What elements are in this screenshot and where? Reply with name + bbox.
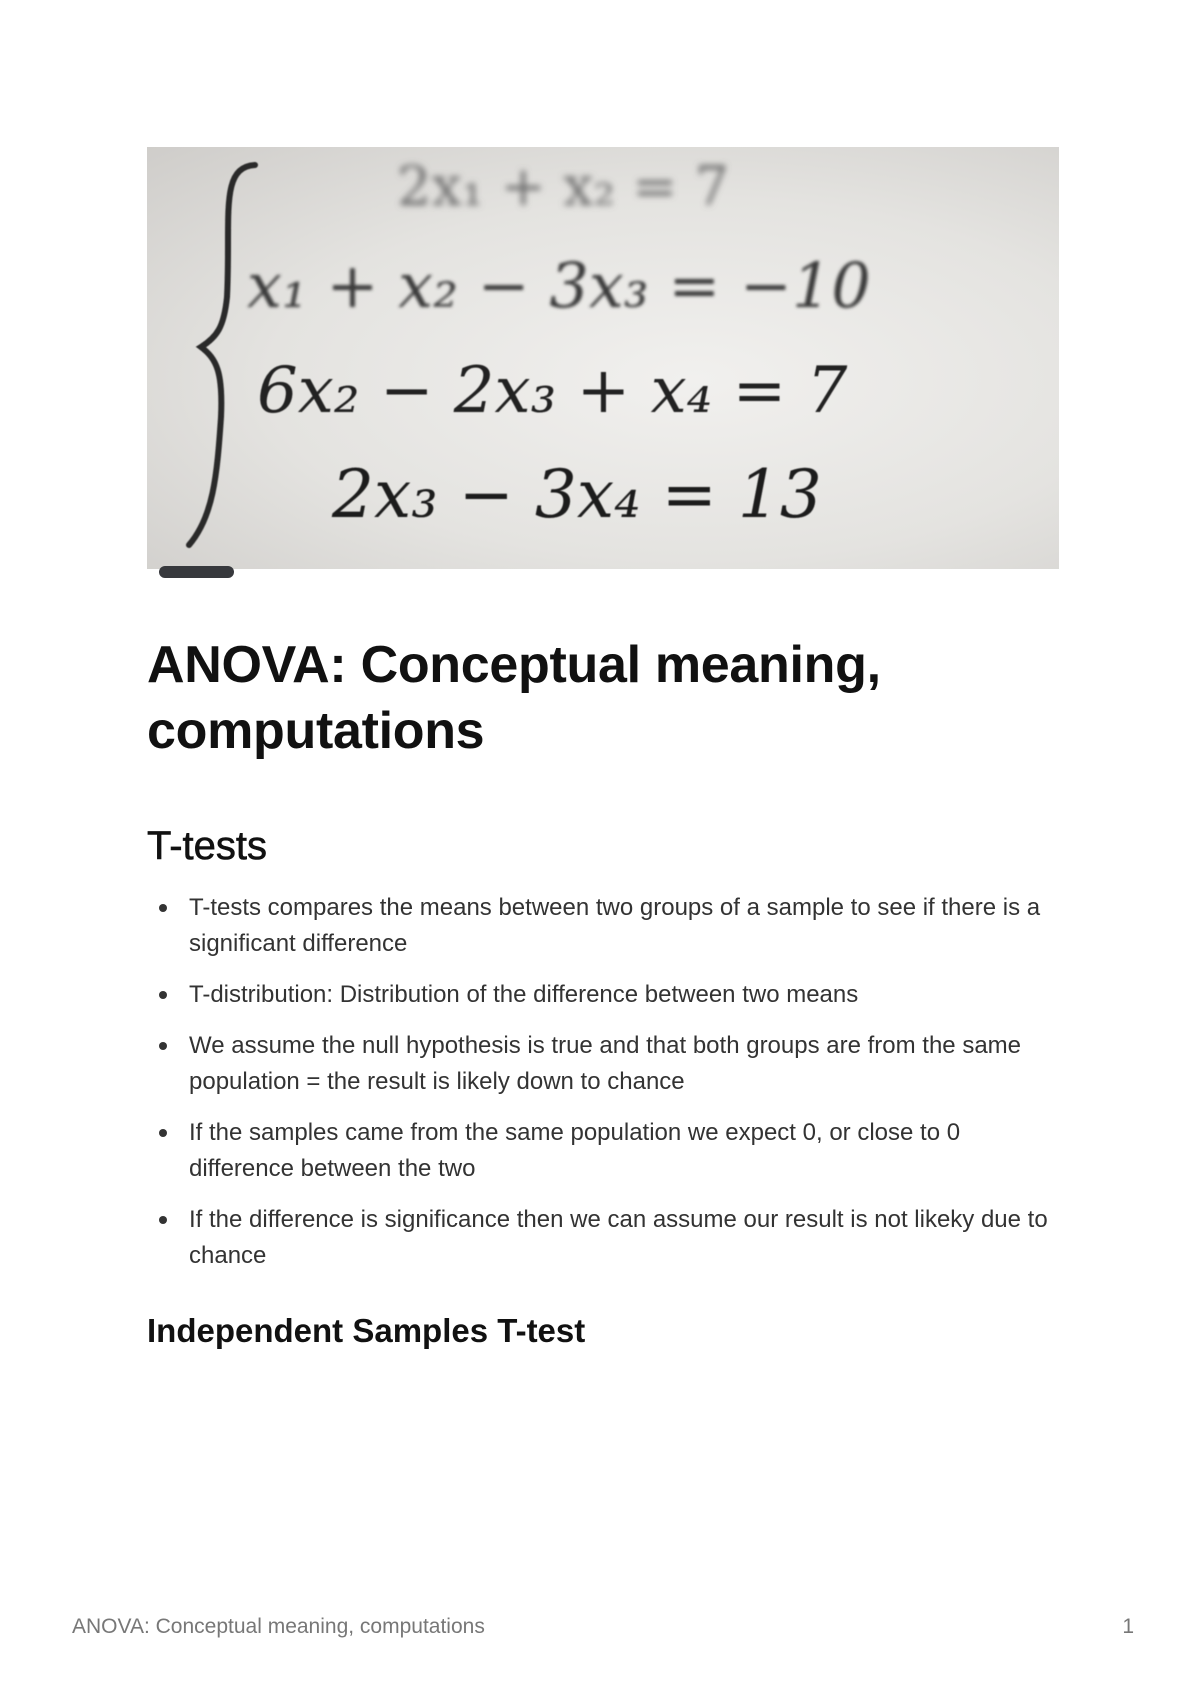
list-item: [147, 977, 1059, 1013]
list-item: [147, 890, 1059, 962]
page-number: 1: [1122, 1615, 1134, 1638]
list-item-text: T-distribution: Distribution of the difference between two means: [189, 981, 859, 1008]
bullet-dot-icon: [159, 991, 167, 999]
bullet-dot-icon: [159, 1042, 167, 1050]
section-heading: T-tests: [147, 824, 268, 868]
equation-4: 2x₃ − 3x₄ = 13: [332, 456, 822, 533]
equation-3: 6x₂ − 2x₃ + x₄ = 7: [257, 354, 848, 428]
bullet-dot-icon: [159, 1129, 167, 1137]
brace-shape: [189, 165, 255, 545]
list-item: [147, 1115, 1059, 1187]
page-title: ANOVA: Conceptual meaning, computations: [147, 636, 881, 760]
bullet-list: [147, 890, 1059, 1289]
subsection-heading: Independent Samples T-test: [147, 1312, 586, 1349]
bullet-dot-icon: [159, 1216, 167, 1224]
footer-title: ANOVA: Conceptual meaning, computations: [72, 1615, 485, 1638]
cover-resize-handle[interactable]: [159, 566, 234, 578]
equation-2: x₁ + x₂ − 3x₃ = −10: [247, 249, 871, 322]
equations-image: [147, 147, 1059, 569]
list-item-text: T-tests compares the means between two groups of a sample to see if there is a significant difference: [189, 894, 1041, 957]
bullet-dot-icon: [159, 904, 167, 912]
list-item-text: If the difference is significance then we can assume our result is not likeky due to chance: [189, 1206, 1048, 1269]
list-item: [147, 1202, 1059, 1274]
cover-image: [147, 147, 1059, 569]
list-item: [147, 1028, 1059, 1100]
equation-1: 2x₁ + x₂ = 7: [397, 155, 730, 218]
list-item-text: We assume the null hypothesis is true and that both groups are from the same population = the result is likely down to chance: [189, 1032, 1022, 1095]
list-item-text: If the samples came from the same population we expect 0, or close to 0 difference between the two: [189, 1119, 961, 1182]
